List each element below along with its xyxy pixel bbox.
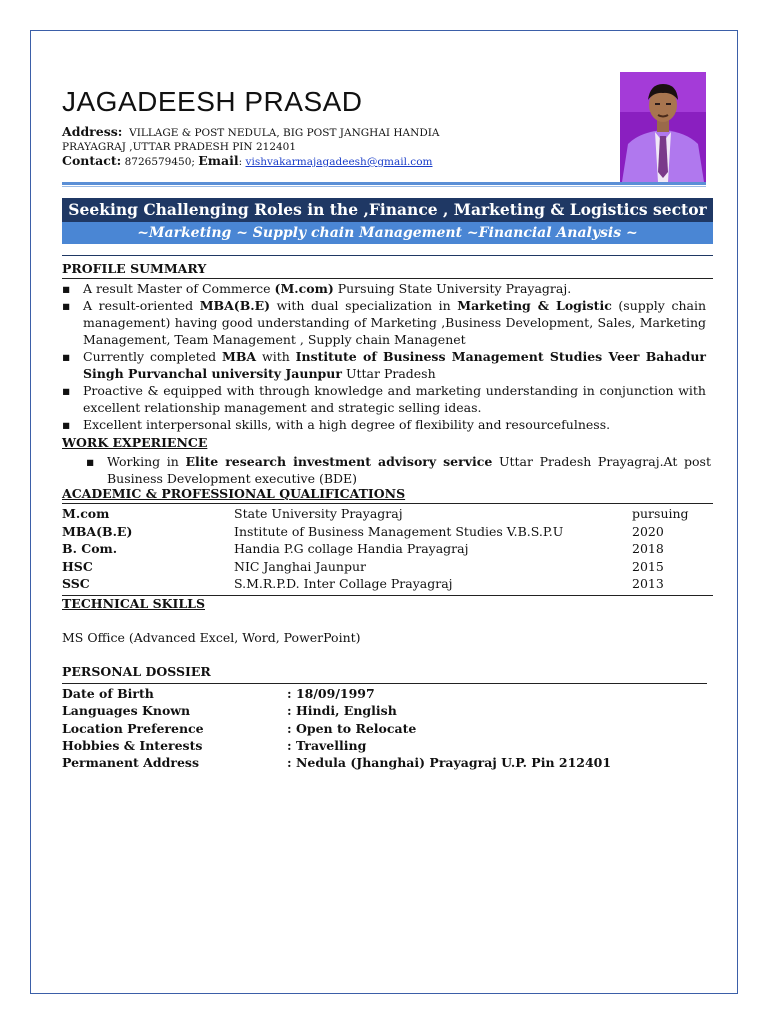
bullet-icon: ▪ [62, 349, 71, 364]
personal-dossier-heading: PERSONAL DOSSIER [62, 664, 211, 679]
work-experience-list [86, 453, 711, 487]
text: Uttar Pradesh [341, 366, 436, 381]
header-rule-thin [62, 186, 706, 187]
address-line-2: PRAYAGRAJ ,UTTAR PRADESH PIN 212401 [62, 141, 297, 153]
focus-areas-banner: ~Marketing ~ Supply chain Management ~Financial Analysis ~ [62, 222, 713, 244]
technical-skills-text: MS Office (Advanced Excel, Word, PowerPoint) [62, 630, 361, 645]
field-value: : Hindi, English [287, 703, 397, 719]
field-label: Location Preference [62, 720, 204, 736]
year-cell: 2018 [632, 541, 664, 556]
year-cell: 2013 [632, 576, 664, 591]
work-experience-heading: WORK EXPERIENCE [62, 435, 208, 450]
list-item [62, 416, 706, 433]
text: with [256, 349, 296, 364]
banner-rule [62, 255, 713, 256]
profile-summary-rule [62, 278, 713, 279]
text-bold: Elite research investment advisory service [185, 454, 493, 469]
candidate-name: JAGADEESH PRASAD [62, 86, 363, 117]
year-cell: 2020 [632, 523, 664, 539]
text: Uttar Pradesh Prayagraj.At post Business Development executive (BDE) [107, 454, 711, 486]
text-bold: MBA [222, 349, 257, 364]
contact-label: Contact: [62, 153, 122, 168]
degree-cell: HSC [62, 558, 93, 574]
list-item [86, 453, 711, 487]
bullet-icon: ▪ [62, 298, 71, 313]
bullet-icon: ▪ [62, 417, 71, 432]
degree-cell: MBA(B.E) [62, 523, 133, 539]
degree-cell: M.com [62, 506, 110, 521]
academic-heading: ACADEMIC & PROFESSIONAL QUALIFICATIONS [62, 486, 406, 501]
field-value: : 18/09/1997 [287, 686, 375, 701]
field-value: : Nedula (Jhanghai) Prayagraj U.P. Pin 212401 [287, 755, 612, 771]
contact-phone: 8726579450; [124, 156, 195, 168]
institution-cell: S.M.R.P.D. Inter Collage Prayagraj [234, 576, 453, 591]
bullet-icon: ▪ [62, 281, 71, 296]
list-item [62, 382, 706, 416]
header-rule [62, 182, 706, 185]
text: Proactive & equipped with through knowledge and marketing understanding in conjunction with excellent relationship management and strategic selling ideas. [83, 383, 706, 415]
year-cell: pursuing [632, 506, 689, 521]
profile-summary-heading: PROFILE SUMMARY [62, 261, 207, 276]
field-label: Permanent Address [62, 755, 199, 771]
text: A result-oriented [83, 298, 200, 313]
field-label: Hobbies & Interests [62, 737, 203, 753]
institution-cell: Institute of Business Management Studies V.B.S.P.U [234, 523, 564, 539]
profile-photo-svg [620, 72, 706, 182]
text-bold: MBA(B.E) [199, 298, 271, 313]
field-label: Date of Birth [62, 686, 154, 701]
profile-photo [620, 72, 706, 182]
email-link[interactable]: vishvakarmajagadeesh@gmail.com [245, 156, 433, 168]
text-bold: Marketing & Logistic [457, 298, 612, 313]
text: Working in [107, 454, 186, 469]
text-bold: (M.com) [274, 281, 334, 296]
address-block [62, 125, 602, 169]
contact-line: Contact: 8726579450; Email: vishvakarmajagadeesh@gmail.com [62, 153, 433, 168]
bullet-icon: ▪ [62, 383, 71, 398]
academic-rule [62, 503, 713, 504]
text: Excellent interpersonal skills, with a high degree of flexibility and resourcefulness. [83, 417, 611, 432]
year-cell: 2015 [632, 558, 664, 574]
address-value-1: VILLAGE & POST NEDULA, BIG POST JANGHAI HANDIA [129, 127, 440, 139]
text-bold: Institute of Business Management Studies Veer Bahadur Singh Purvanchal university Jaunpur [83, 349, 707, 381]
technical-skills-heading: TECHNICAL SKILLS [62, 596, 205, 611]
text: Currently completed [83, 349, 223, 364]
institution-cell: State University Prayagraj [234, 506, 403, 521]
list-item [62, 297, 706, 348]
personal-dossier-rule [62, 683, 707, 684]
email-label: Email [198, 153, 239, 168]
list-item [62, 348, 706, 382]
degree-cell: B. Com. [62, 541, 118, 556]
bullet-icon: ▪ [86, 454, 95, 469]
institution-cell: NIC Janghai Jaunpur [234, 558, 366, 574]
address-label: Address: [62, 124, 123, 139]
institution-cell: Handia P.G collage Handia Prayagraj [234, 541, 469, 556]
address-line-1 [62, 125, 602, 140]
objective-banner: Seeking Challenging Roles in the ,Finance , Marketing & Logistics sector [62, 198, 713, 222]
list-item [62, 280, 706, 297]
degree-cell: SSC [62, 576, 90, 591]
field-label: Languages Known [62, 703, 191, 719]
profile-summary-list [62, 280, 706, 433]
field-value: : Open to Relocate [287, 720, 417, 736]
field-value: : Travelling [287, 737, 367, 753]
text: (supply chain management) having good understanding of Marketing ,Business Development, Sales, Marketing Management, Team Management , Supply chain Managenet [83, 298, 706, 347]
text: Pursuing State University Prayagraj. [333, 281, 572, 296]
text: with dual specialization in [270, 298, 458, 313]
text: A result Master of Commerce [83, 281, 275, 296]
